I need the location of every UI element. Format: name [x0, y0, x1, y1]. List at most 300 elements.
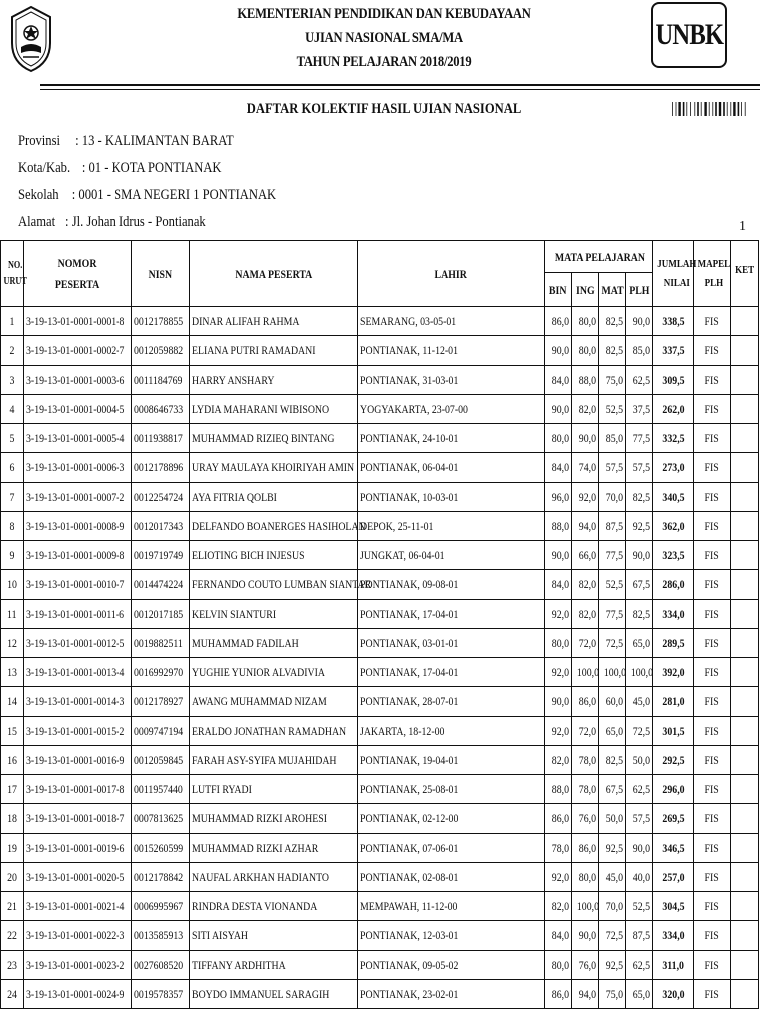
row-nama-peserta: URAY MAULAYA KHOIRIYAH AMIN	[190, 453, 358, 482]
row-lahir: DEPOK, 25-11-01	[358, 511, 545, 540]
row-score-plh: 90,0	[626, 307, 653, 336]
row-mapel-pilihan: FIS	[694, 921, 731, 950]
row-score-mat: 82,5	[599, 745, 626, 774]
row-nama-peserta: HARRY ANSHARY	[190, 365, 358, 394]
row-score-bin: 90,0	[545, 541, 572, 570]
row-mapel-pilihan: FIS	[694, 862, 731, 891]
row-score-ing: 76,0	[572, 950, 599, 979]
row-number: 19	[1, 833, 24, 862]
row-score-bin: 84,0	[545, 365, 572, 394]
row-number: 13	[1, 658, 24, 687]
row-nomor-peserta: 3-19-13-01-0001-0022-3	[24, 921, 132, 950]
row-score-ing: 76,0	[572, 804, 599, 833]
row-jumlah-nilai: 392,0	[653, 658, 694, 687]
row-nisn: 0019882511	[132, 628, 190, 657]
row-lahir: MEMPAWAH, 11-12-00	[358, 892, 545, 921]
table-row	[1, 365, 759, 394]
row-score-plh: 82,5	[626, 482, 653, 511]
row-score-ing: 94,0	[572, 979, 599, 1008]
row-keterangan	[731, 570, 759, 599]
row-score-mat: 100,0	[599, 658, 626, 687]
row-score-ing: 80,0	[572, 336, 599, 365]
row-nisn: 0011184769	[132, 365, 190, 394]
row-nama-peserta: SITI AISYAH	[190, 921, 358, 950]
row-score-bin: 84,0	[545, 453, 572, 482]
row-score-bin: 92,0	[545, 658, 572, 687]
table-row	[1, 599, 759, 628]
row-keterangan	[731, 307, 759, 336]
row-nama-peserta: ELIOTING BICH INJESUS	[190, 541, 358, 570]
row-score-ing: 82,0	[572, 570, 599, 599]
row-mapel-pilihan: FIS	[694, 599, 731, 628]
row-nomor-peserta: 3-19-13-01-0001-0001-8	[24, 307, 132, 336]
row-nisn: 0027608520	[132, 950, 190, 979]
row-score-mat: 92,5	[599, 950, 626, 979]
row-score-ing: 80,0	[572, 307, 599, 336]
row-nisn: 0012059845	[132, 745, 190, 774]
row-keterangan	[731, 979, 759, 1008]
row-nisn: 0011938817	[132, 424, 190, 453]
row-mapel-pilihan: FIS	[694, 658, 731, 687]
row-score-bin: 80,0	[545, 950, 572, 979]
row-score-ing: 82,0	[572, 599, 599, 628]
row-number: 23	[1, 950, 24, 979]
row-score-plh: 40,0	[626, 862, 653, 891]
row-nomor-peserta: 3-19-13-01-0001-0016-9	[24, 745, 132, 774]
table-row	[1, 745, 759, 774]
row-jumlah-nilai: 338,5	[653, 307, 694, 336]
row-nama-peserta: MUHAMMAD FADILAH	[190, 628, 358, 657]
row-nomor-peserta: 3-19-13-01-0001-0019-6	[24, 833, 132, 862]
row-score-mat: 87,5	[599, 511, 626, 540]
table-row	[1, 658, 759, 687]
row-keterangan	[731, 687, 759, 716]
row-score-bin: 80,0	[545, 628, 572, 657]
row-jumlah-nilai: 346,5	[653, 833, 694, 862]
row-score-mat: 70,0	[599, 892, 626, 921]
row-keterangan	[731, 511, 759, 540]
row-lahir: PONTIANAK, 10-03-01	[358, 482, 545, 511]
row-mapel-pilihan: FIS	[694, 336, 731, 365]
row-number: 3	[1, 365, 24, 394]
row-number: 18	[1, 804, 24, 833]
row-mapel-pilihan: FIS	[694, 979, 731, 1008]
row-score-plh: 62,5	[626, 365, 653, 394]
row-nisn: 0006995967	[132, 892, 190, 921]
col-plh-header: PLH	[626, 273, 653, 307]
row-number: 24	[1, 979, 24, 1008]
row-score-bin: 80,0	[545, 424, 572, 453]
row-nisn: 0009747194	[132, 716, 190, 745]
row-lahir: JAKARTA, 18-12-00	[358, 716, 545, 745]
table-row	[1, 482, 759, 511]
row-nomor-peserta: 3-19-13-01-0001-0011-6	[24, 599, 132, 628]
row-keterangan	[731, 628, 759, 657]
row-lahir: PONTIANAK, 07-06-01	[358, 833, 545, 862]
row-score-mat: 92,5	[599, 833, 626, 862]
row-score-ing: 80,0	[572, 862, 599, 891]
row-nisn: 0012017185	[132, 599, 190, 628]
row-score-bin: 88,0	[545, 511, 572, 540]
row-nisn: 0007813625	[132, 804, 190, 833]
info-provinsi: Provinsi : 13 - KALIMANTAN BARAT	[18, 133, 234, 149]
row-keterangan	[731, 921, 759, 950]
table-row	[1, 453, 759, 482]
col-nomor-header: NOMOR PESERTA	[24, 241, 132, 307]
row-nisn: 0012178842	[132, 862, 190, 891]
row-jumlah-nilai: 309,5	[653, 365, 694, 394]
table-row	[1, 892, 759, 921]
row-score-plh: 92,5	[626, 511, 653, 540]
row-score-bin: 86,0	[545, 804, 572, 833]
row-nisn: 0016992970	[132, 658, 190, 687]
row-nomor-peserta: 3-19-13-01-0001-0023-2	[24, 950, 132, 979]
row-mapel-pilihan: FIS	[694, 687, 731, 716]
col-ing-header: ING	[572, 273, 599, 307]
row-nama-peserta: LYDIA MAHARANI WIBISONO	[190, 394, 358, 423]
col-nama-header: NAMA PESERTA	[190, 241, 358, 307]
row-number: 9	[1, 541, 24, 570]
unbk-badge: UNBK	[651, 2, 727, 68]
row-jumlah-nilai: 340,5	[653, 482, 694, 511]
row-nomor-peserta: 3-19-13-01-0001-0013-4	[24, 658, 132, 687]
row-lahir: PONTIANAK, 06-04-01	[358, 453, 545, 482]
page-number: 1	[739, 219, 746, 234]
row-mapel-pilihan: FIS	[694, 541, 731, 570]
table-row	[1, 862, 759, 891]
row-lahir: PONTIANAK, 11-12-01	[358, 336, 545, 365]
info-kota: Kota/Kab.: 01 - KOTA PONTIANAK	[18, 160, 222, 176]
row-score-mat: 52,5	[599, 394, 626, 423]
row-keterangan	[731, 745, 759, 774]
row-score-mat: 72,5	[599, 628, 626, 657]
row-number: 14	[1, 687, 24, 716]
row-nisn: 0019719749	[132, 541, 190, 570]
row-score-mat: 70,0	[599, 482, 626, 511]
row-nama-peserta: MUHAMMAD RIZIEQ BINTANG	[190, 424, 358, 453]
row-score-ing: 100,0	[572, 892, 599, 921]
header-divider-thin	[40, 89, 760, 90]
row-number: 17	[1, 775, 24, 804]
barcode-graphic	[672, 102, 746, 116]
row-score-bin: 90,0	[545, 687, 572, 716]
row-jumlah-nilai: 262,0	[653, 394, 694, 423]
table-row	[1, 775, 759, 804]
row-score-mat: 67,5	[599, 775, 626, 804]
row-score-ing: 86,0	[572, 833, 599, 862]
row-number: 20	[1, 862, 24, 891]
row-score-ing: 74,0	[572, 453, 599, 482]
table-row	[1, 511, 759, 540]
row-lahir: PONTIANAK, 23-02-01	[358, 979, 545, 1008]
col-mapel-header: MATA PELAJARAN	[545, 241, 653, 273]
row-keterangan	[731, 482, 759, 511]
row-score-bin: 84,0	[545, 570, 572, 599]
row-mapel-pilihan: FIS	[694, 424, 731, 453]
row-score-ing: 72,0	[572, 716, 599, 745]
row-score-bin: 84,0	[545, 921, 572, 950]
row-keterangan	[731, 775, 759, 804]
row-nisn: 0014474224	[132, 570, 190, 599]
row-score-mat: 75,0	[599, 979, 626, 1008]
table-row	[1, 394, 759, 423]
row-nomor-peserta: 3-19-13-01-0001-0020-5	[24, 862, 132, 891]
row-lahir: PONTIANAK, 02-12-00	[358, 804, 545, 833]
row-score-bin: 92,0	[545, 599, 572, 628]
row-number: 7	[1, 482, 24, 511]
row-mapel-pilihan: FIS	[694, 775, 731, 804]
row-score-mat: 65,0	[599, 716, 626, 745]
row-score-plh: 72,5	[626, 716, 653, 745]
row-score-mat: 82,5	[599, 307, 626, 336]
row-nama-peserta: KELVIN SIANTURI	[190, 599, 358, 628]
row-jumlah-nilai: 292,5	[653, 745, 694, 774]
col-nisn-header: NISN	[132, 241, 190, 307]
row-number: 2	[1, 336, 24, 365]
row-score-plh: 57,5	[626, 804, 653, 833]
row-score-bin: 92,0	[545, 716, 572, 745]
row-mapel-pilihan: FIS	[694, 892, 731, 921]
info-alamat: Alamat : Jl. Johan Idrus - Pontianak	[18, 214, 206, 230]
row-keterangan	[731, 541, 759, 570]
row-nama-peserta: YUGHIE YUNIOR ALVADIVIA	[190, 658, 358, 687]
row-lahir: PONTIANAK, 25-08-01	[358, 775, 545, 804]
row-number: 11	[1, 599, 24, 628]
row-keterangan	[731, 862, 759, 891]
row-nama-peserta: MUHAMMAD RIZKI AZHAR	[190, 833, 358, 862]
row-score-mat: 45,0	[599, 862, 626, 891]
row-nomor-peserta: 3-19-13-01-0001-0008-9	[24, 511, 132, 540]
row-jumlah-nilai: 323,5	[653, 541, 694, 570]
row-jumlah-nilai: 269,5	[653, 804, 694, 833]
row-nomor-peserta: 3-19-13-01-0001-0010-7	[24, 570, 132, 599]
row-nama-peserta: DINAR ALIFAH RAHMA	[190, 307, 358, 336]
row-nomor-peserta: 3-19-13-01-0001-0015-2	[24, 716, 132, 745]
row-score-bin: 88,0	[545, 775, 572, 804]
row-jumlah-nilai: 311,0	[653, 950, 694, 979]
row-score-mat: 50,0	[599, 804, 626, 833]
row-score-mat: 60,0	[599, 687, 626, 716]
row-keterangan	[731, 658, 759, 687]
row-jumlah-nilai: 362,0	[653, 511, 694, 540]
row-nama-peserta: FERNANDO COUTO LUMBAN SIANTAR	[190, 570, 358, 599]
row-keterangan	[731, 424, 759, 453]
row-mapel-pilihan: FIS	[694, 511, 731, 540]
row-score-ing: 90,0	[572, 921, 599, 950]
row-jumlah-nilai: 301,5	[653, 716, 694, 745]
row-mapel-pilihan: FIS	[694, 453, 731, 482]
document-title: DAFTAR KOLEKTIF HASIL UJIAN NASIONAL	[246, 101, 522, 117]
row-number: 8	[1, 511, 24, 540]
row-nomor-peserta: 3-19-13-01-0001-0018-7	[24, 804, 132, 833]
row-score-plh: 62,5	[626, 775, 653, 804]
row-lahir: PONTIANAK, 24-10-01	[358, 424, 545, 453]
row-mapel-pilihan: FIS	[694, 570, 731, 599]
row-mapel-pilihan: FIS	[694, 394, 731, 423]
row-lahir: PONTIANAK, 17-04-01	[358, 599, 545, 628]
row-nisn: 0015260599	[132, 833, 190, 862]
row-nomor-peserta: 3-19-13-01-0001-0002-7	[24, 336, 132, 365]
row-nama-peserta: BOYDO IMMANUEL SARAGIH	[190, 979, 358, 1008]
row-number: 16	[1, 745, 24, 774]
table-row	[1, 716, 759, 745]
row-lahir: PONTIANAK, 03-01-01	[358, 628, 545, 657]
row-score-plh: 65,0	[626, 628, 653, 657]
row-mapel-pilihan: FIS	[694, 833, 731, 862]
row-keterangan	[731, 804, 759, 833]
row-score-ing: 100,0	[572, 658, 599, 687]
row-score-ing: 90,0	[572, 424, 599, 453]
row-lahir: PONTIANAK, 12-03-01	[358, 921, 545, 950]
row-nama-peserta: DELFANDO BOANERGES HASIHOLAN	[190, 511, 358, 540]
row-score-plh: 85,0	[626, 336, 653, 365]
row-number: 1	[1, 307, 24, 336]
row-nomor-peserta: 3-19-13-01-0001-0003-6	[24, 365, 132, 394]
row-nomor-peserta: 3-19-13-01-0001-0012-5	[24, 628, 132, 657]
row-nama-peserta: AYA FITRIA QOLBI	[190, 482, 358, 511]
row-jumlah-nilai: 286,0	[653, 570, 694, 599]
row-score-plh: 62,5	[626, 950, 653, 979]
row-jumlah-nilai: 334,0	[653, 599, 694, 628]
row-mapel-pilihan: FIS	[694, 628, 731, 657]
row-score-plh: 82,5	[626, 599, 653, 628]
row-nomor-peserta: 3-19-13-01-0001-0004-5	[24, 394, 132, 423]
row-nama-peserta: AWANG MUHAMMAD NIZAM	[190, 687, 358, 716]
row-nisn: 0019578357	[132, 979, 190, 1008]
table-row	[1, 921, 759, 950]
col-lahir-header: LAHIR	[358, 241, 545, 307]
info-sekolah: Sekolah : 0001 - SMA NEGERI 1 PONTIANAK	[18, 187, 277, 203]
row-nomor-peserta: 3-19-13-01-0001-0017-8	[24, 775, 132, 804]
row-nisn: 0012178855	[132, 307, 190, 336]
row-number: 6	[1, 453, 24, 482]
row-nisn: 0011957440	[132, 775, 190, 804]
row-lahir: YOGYAKARTA, 23-07-00	[358, 394, 545, 423]
tut-wuri-handayani-logo	[6, 3, 56, 75]
table-row	[1, 336, 759, 365]
col-bin-header: BIN	[545, 273, 572, 307]
row-score-ing: 72,0	[572, 628, 599, 657]
row-score-ing: 86,0	[572, 687, 599, 716]
row-nisn: 0012059882	[132, 336, 190, 365]
row-score-bin: 90,0	[545, 394, 572, 423]
row-score-mat: 77,5	[599, 599, 626, 628]
row-score-bin: 82,0	[545, 745, 572, 774]
row-score-plh: 67,5	[626, 570, 653, 599]
row-number: 22	[1, 921, 24, 950]
row-nisn: 0008646733	[132, 394, 190, 423]
row-nisn: 0012178896	[132, 453, 190, 482]
row-number: 5	[1, 424, 24, 453]
table-row	[1, 541, 759, 570]
row-jumlah-nilai: 257,0	[653, 862, 694, 891]
row-nisn: 0012017343	[132, 511, 190, 540]
row-nomor-peserta: 3-19-13-01-0001-0021-4	[24, 892, 132, 921]
table-row	[1, 570, 759, 599]
row-keterangan	[731, 833, 759, 862]
row-keterangan	[731, 453, 759, 482]
row-score-mat: 52,5	[599, 570, 626, 599]
row-score-ing: 94,0	[572, 511, 599, 540]
row-nisn: 0012178927	[132, 687, 190, 716]
row-mapel-pilihan: FIS	[694, 745, 731, 774]
header-exam: UJIAN NASIONAL SMA/MA	[305, 30, 463, 46]
row-nomor-peserta: 3-19-13-01-0001-0024-9	[24, 979, 132, 1008]
row-score-plh: 50,0	[626, 745, 653, 774]
row-score-mat: 85,0	[599, 424, 626, 453]
row-lahir: PONTIANAK, 09-08-01	[358, 570, 545, 599]
row-lahir: JUNGKAT, 06-04-01	[358, 541, 545, 570]
table-row	[1, 687, 759, 716]
row-nama-peserta: NAUFAL ARKHAN HADIANTO	[190, 862, 358, 891]
row-score-mat: 77,5	[599, 541, 626, 570]
row-score-plh: 90,0	[626, 541, 653, 570]
row-nama-peserta: ERALDO JONATHAN RAMADHAN	[190, 716, 358, 745]
row-score-mat: 75,0	[599, 365, 626, 394]
row-jumlah-nilai: 289,5	[653, 628, 694, 657]
row-keterangan	[731, 892, 759, 921]
row-lahir: PONTIANAK, 31-03-01	[358, 365, 545, 394]
row-nomor-peserta: 3-19-13-01-0001-0009-8	[24, 541, 132, 570]
row-nama-peserta: RINDRA DESTA VIONANDA	[190, 892, 358, 921]
row-number: 15	[1, 716, 24, 745]
row-score-plh: 37,5	[626, 394, 653, 423]
row-mapel-pilihan: FIS	[694, 307, 731, 336]
row-keterangan	[731, 394, 759, 423]
row-score-ing: 78,0	[572, 775, 599, 804]
row-score-bin: 86,0	[545, 307, 572, 336]
results-table	[0, 240, 759, 1009]
row-keterangan	[731, 716, 759, 745]
row-score-ing: 92,0	[572, 482, 599, 511]
row-jumlah-nilai: 296,0	[653, 775, 694, 804]
row-score-mat: 72,5	[599, 921, 626, 950]
row-score-plh: 77,5	[626, 424, 653, 453]
row-keterangan	[731, 365, 759, 394]
row-lahir: PONTIANAK, 17-04-01	[358, 658, 545, 687]
row-jumlah-nilai: 304,5	[653, 892, 694, 921]
row-jumlah-nilai: 337,5	[653, 336, 694, 365]
row-mapel-pilihan: FIS	[694, 365, 731, 394]
row-score-ing: 82,0	[572, 394, 599, 423]
table-row	[1, 804, 759, 833]
col-mat-header: MAT	[599, 273, 626, 307]
table-row	[1, 307, 759, 336]
table-row	[1, 833, 759, 862]
row-jumlah-nilai: 332,5	[653, 424, 694, 453]
row-keterangan	[731, 599, 759, 628]
row-jumlah-nilai: 281,0	[653, 687, 694, 716]
row-score-mat: 57,5	[599, 453, 626, 482]
row-number: 21	[1, 892, 24, 921]
row-score-bin: 92,0	[545, 862, 572, 891]
row-number: 4	[1, 394, 24, 423]
row-nomor-peserta: 3-19-13-01-0001-0014-3	[24, 687, 132, 716]
row-lahir: PONTIANAK, 02-08-01	[358, 862, 545, 891]
row-score-ing: 66,0	[572, 541, 599, 570]
row-jumlah-nilai: 273,0	[653, 453, 694, 482]
row-nomor-peserta: 3-19-13-01-0001-0005-4	[24, 424, 132, 453]
row-number: 10	[1, 570, 24, 599]
row-nama-peserta: ELIANA PUTRI RAMADANI	[190, 336, 358, 365]
col-mapel-plh-header: MAPEL PLH	[694, 241, 731, 307]
row-mapel-pilihan: FIS	[694, 950, 731, 979]
row-score-bin: 82,0	[545, 892, 572, 921]
row-score-plh: 45,0	[626, 687, 653, 716]
row-score-bin: 96,0	[545, 482, 572, 511]
row-score-plh: 52,5	[626, 892, 653, 921]
table-row	[1, 424, 759, 453]
